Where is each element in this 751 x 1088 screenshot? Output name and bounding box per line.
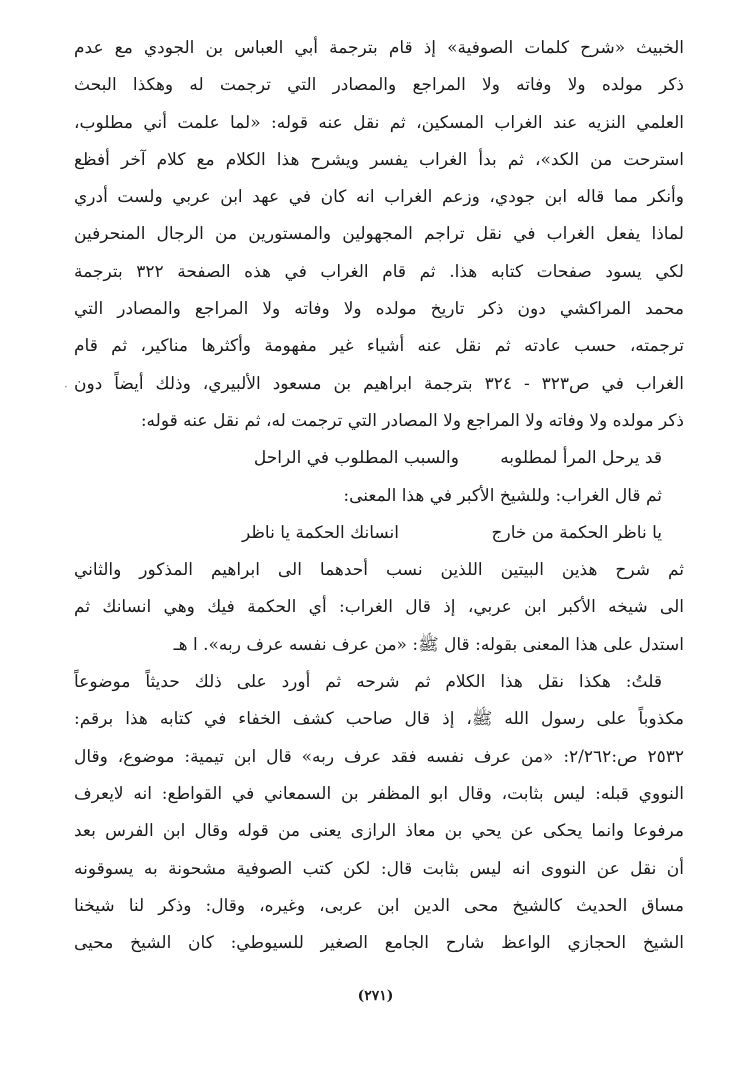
page-number: (٢٧١)	[357, 988, 394, 1004]
verse-hemistich-left: انسانك الحكمة يا ناظر	[241, 522, 399, 543]
text-line: استدل على هذا المعنى بقوله: قال ﷺ: «من عرف نفسه عرف ربه». ا هـ	[173, 634, 684, 655]
verse-hemistich-left: والسبب المطلوب في الراحل	[253, 448, 459, 469]
verse-hemistich-right: يا ناظر الحكمة من خارج	[491, 522, 662, 543]
text-line: النووي قبله: ليس بثابت، وقال ابو المظفر بن السمعاني في القواطع: انه لايعرف	[74, 783, 684, 804]
verse-2	[74, 515, 684, 552]
text-line: لماذا يفعل الغراب في نقل تراجم المجهولين والمستورين من الرجال المنحرفين	[74, 224, 684, 245]
text-line: ٢٥٣٢ ص:٢/٢٦٢: «من عرف نفسه فقد عرف ربه» قال ابن تيمية: موضوع، وقال	[74, 746, 684, 767]
text-line: العلمي النزيه عند الغراب المسكين، ثم نقل عنه قوله: «لما علمت أني مطلوب،	[74, 112, 684, 133]
text-line: مكذوباً على رسول الله ﷺ، إذ قال صاحب كشف الخفاء في كتابه هذا برقم:	[74, 709, 684, 730]
paragraph-3	[74, 664, 684, 962]
text-line: الشيخ الحجازي الواعظ شارح الجامع الصغير للسيوطي: كان الشيخ محيى	[74, 933, 684, 954]
text-line: لكي يسود صفحات كتابه هذا. ثم قام الغراب في هذه الصفحة ٣٢٢ بترجمة	[74, 261, 684, 282]
text-line: أن نقل عن النووى انه ليس بثابت قال: لكن كتب الصوفية مشحونة به يسوقونه	[74, 858, 684, 879]
text-line: وأنكر مما قاله ابن جودي، وزعم الغراب انه كان في عهد ابن عربي ولست أدري	[74, 187, 684, 208]
paragraph-2	[74, 552, 684, 664]
margin-mark: ·	[64, 380, 68, 394]
verse-1	[74, 440, 684, 477]
text-line: مساق الحديث كالشيخ محى الدين ابن عربى، وغيره، وقال: وذكر لنا شيخنا	[74, 895, 684, 916]
text-line: ذكر مولده ولا وفاته ولا المراجع والمصادر التي ترجمت له وهكذا البحث	[74, 75, 684, 96]
text-line: الغراب في ص٣٢٣ - ٣٢٤ بترجمة ابراهيم بن مسعود الألبيري، وذلك أيضاً دون	[74, 373, 684, 394]
text-line: الخبيث «شرح كلمات الصوفية» إذ قام بترجمة أبي العباس بن الجودي مع عدم	[74, 38, 684, 58]
text-line: ثم شرح هذين البيتين اللذين نسب أحدهما الى ابراهيم المذكور والثاني	[74, 560, 684, 581]
text-line: الى شيخه الأكبر ابن عربي، إذ قال الغراب: أي الحكمة فيك وهي انسانك ثم	[74, 597, 684, 618]
text-line: محمد المراكشي دون ذكر تاريخ مولده ولا وفاته ولا المراجع والمصادر التي	[74, 299, 684, 320]
verse-hemistich-right: قد يرحل المرأ لمطلوبه	[500, 448, 662, 469]
verse-intro: ثم قال الغراب: وللشيخ الأكبر في هذا المعنى:	[343, 485, 662, 506]
body-text	[74, 30, 684, 962]
text-line: استرحت من الكد»، ثم بدأ الغراب يفسر ويشرح هذا الكلام مع كلام آخر أفظع	[74, 149, 684, 170]
text-line: قلتُ: هكذا نقل هذا الكلام ثم شرحه ثم أورد على ذلك حديثاً موضوعاً	[74, 672, 662, 693]
text-line: ترجمته، حسب عادته ثم نقل عنه أشياء غير مفهومة وأكثرها مناكير، ثم قام	[74, 336, 684, 357]
paragraph-1	[74, 30, 684, 440]
text-line: ذكر مولده ولا وفاته ولا المراجع ولا المصادر التي ترجمت له، ثم نقل عنه قوله:	[140, 410, 684, 431]
text-line: مرفوعا وانما يحكى عن يحي بن معاذ الرازى يعنى من قوله وقال ابن الفرس بعد	[74, 821, 684, 842]
